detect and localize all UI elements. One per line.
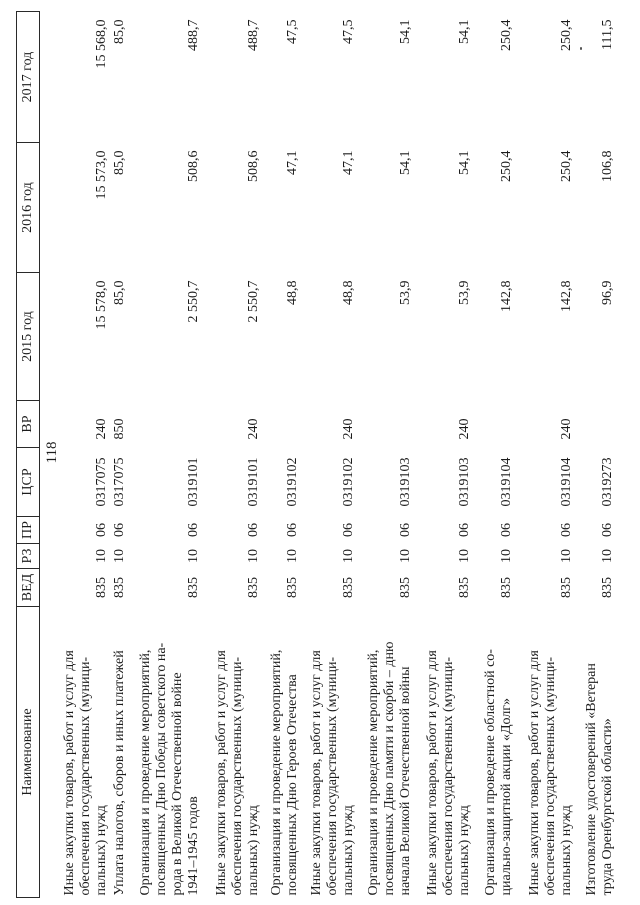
row-name-line: Иные закупки товаров, работ и услуг для <box>308 650 324 896</box>
cell-2017: 54,1 <box>397 19 413 44</box>
cell-rz: 10 <box>558 549 574 563</box>
row-name <box>128 607 202 898</box>
row-name-line: Изготовление удостоверений «Ветеран <box>583 663 599 896</box>
cell-ved: 835 <box>456 577 472 598</box>
row-name <box>515 607 575 898</box>
budget-table <box>16 11 616 898</box>
cell-pr: 06 <box>340 523 356 537</box>
column-header-ved: ВЕД <box>17 569 40 607</box>
row-name-line: Уплата налогов, сборов и иных платежей <box>111 650 127 896</box>
cell-2015: 142,8 <box>558 280 574 312</box>
cell-ved: 835 <box>111 577 127 598</box>
cell-2015: 53,9 <box>397 280 413 305</box>
row-name <box>202 607 262 898</box>
cell-2015: 48,8 <box>284 280 300 305</box>
row-name-line: обеспечения государственных (муници- <box>229 656 245 896</box>
cell-pr: 06 <box>245 523 261 537</box>
column-header-name: Наименование <box>17 607 40 898</box>
table-row <box>414 12 473 898</box>
cell-rz: 10 <box>111 549 127 563</box>
column-header-pr: ПР <box>17 517 40 544</box>
cell-ved: 835 <box>498 577 514 598</box>
table-header-row <box>17 12 40 898</box>
cell-vr: 240 <box>558 418 574 440</box>
row-name-line: Организация и проведение мероприятий, <box>137 649 153 896</box>
cell-rz: 10 <box>599 549 615 563</box>
cell-csr: 0319102 <box>284 457 300 507</box>
cell-vr <box>262 401 301 448</box>
cell-csr: 0319103 <box>456 457 472 507</box>
row-name-line: посвященных Дню Победы советского на- <box>153 642 169 896</box>
cell-ved: 835 <box>558 577 574 598</box>
row-name-line: циально-защитной акции «Долг» <box>498 697 514 896</box>
cell-vr <box>128 401 202 448</box>
cell-2015: 2 550,7 <box>245 280 261 323</box>
row-name-line: Иные закупки товаров, работ и услуг для <box>526 650 542 896</box>
table-row <box>110 12 128 898</box>
row-name-line: посвященных Дню памяти и скорби – дню <box>381 641 397 896</box>
cell-csr: 0317075 <box>93 457 109 507</box>
cell-2015: 96,9 <box>599 280 615 305</box>
cell-rz: 10 <box>185 549 201 563</box>
cell-2015: 2 550,7 <box>185 280 201 323</box>
cell-ved: 835 <box>397 577 413 598</box>
row-name <box>40 607 110 898</box>
cell-csr: 0319104 <box>498 457 514 507</box>
cell-ved: 835 <box>599 577 615 598</box>
cell-ved: 835 <box>284 577 300 598</box>
cell-vr <box>575 401 616 448</box>
cell-rz: 10 <box>340 549 356 563</box>
cell-vr: 240 <box>456 418 472 440</box>
cell-2015: 48,8 <box>340 280 356 305</box>
row-name-line: пальных) нужд <box>456 805 472 896</box>
cell-pr: 06 <box>456 523 472 537</box>
row-name-line: обеспечения государственных (муници- <box>77 656 93 896</box>
cell-2016: 106,8 <box>599 150 615 182</box>
column-header-2016: 2016 год <box>17 143 40 273</box>
cell-ved: 835 <box>93 577 109 598</box>
cell-2017: 488,7 <box>185 19 201 51</box>
cell-2015: 53,9 <box>456 280 472 305</box>
cell-rz: 10 <box>397 549 413 563</box>
cell-pr: 06 <box>93 523 109 537</box>
cell-vr: 240 <box>245 418 261 440</box>
cell-2016: 54,1 <box>397 150 413 175</box>
cell-2017: 250,4 <box>498 19 514 51</box>
page-number: 118 <box>44 441 60 464</box>
cell-csr: 0319102 <box>340 457 356 507</box>
row-name-line: начала Великой Отечественной войны <box>397 666 413 896</box>
cell-2017: 250,4 <box>558 19 574 51</box>
row-name-line: Организация и проведение мероприятий, <box>268 649 284 896</box>
cell-rz: 10 <box>245 549 261 563</box>
row-name-line: пальных) нужд <box>340 805 356 896</box>
row-name-line: пальных) нужд <box>558 805 574 896</box>
row-name <box>414 607 473 898</box>
cell-pr: 06 <box>599 523 615 537</box>
row-name-line: Организация и проведение областной со- <box>482 649 498 896</box>
cell-pr: 06 <box>498 523 514 537</box>
cell-2016: 85,0 <box>111 150 127 175</box>
row-name-line: обеспечения государственных (муници- <box>440 656 456 896</box>
row-name-line: Иные закупки товаров, работ и услуг для <box>61 650 77 896</box>
table-row <box>473 12 515 898</box>
table-row <box>575 12 616 898</box>
table-row <box>515 12 575 898</box>
column-header-csr: ЦСР <box>17 448 40 517</box>
cell-2017: 54,1 <box>456 19 472 44</box>
cell-pr: 06 <box>185 523 201 537</box>
cell-2017: 85,0 <box>111 19 127 44</box>
cell-ved: 835 <box>245 577 261 598</box>
cell-vr: 240 <box>340 418 356 440</box>
cell-pr: 06 <box>558 523 574 537</box>
row-name-line: труда Оренбургской области» <box>599 718 615 896</box>
cell-2017: 47,5 <box>284 19 300 44</box>
cell-csr: 0319101 <box>245 457 261 507</box>
column-header-2017: 2017 год <box>17 12 40 143</box>
cell-2016: 508,6 <box>185 150 201 182</box>
column-header-2015: 2015 год <box>17 273 40 401</box>
cell-vr: 240 <box>93 418 109 440</box>
cell-csr: 0317075 <box>111 457 127 507</box>
cell-2016: 250,4 <box>558 150 574 182</box>
row-name <box>110 607 128 898</box>
row-name-line: рода в Великой Отечественной войне <box>169 672 185 896</box>
cell-2016: 250,4 <box>498 150 514 182</box>
cell-csr: 0319104 <box>558 457 574 507</box>
cell-pr: 06 <box>397 523 413 537</box>
cell-rz: 10 <box>93 549 109 563</box>
cell-rz: 10 <box>284 549 300 563</box>
cell-vr <box>473 401 515 448</box>
cell-2017: 47,5 <box>340 19 356 44</box>
table-row <box>262 12 301 898</box>
cell-vr: 850 <box>111 418 127 440</box>
row-name <box>357 607 414 898</box>
cell-2015: 142,8 <box>498 280 514 312</box>
table-row <box>128 12 202 898</box>
row-name-line: Организация и проведение мероприятий, <box>365 649 381 896</box>
cell-2016: 47,1 <box>340 150 356 175</box>
cell-csr: 0319273 <box>599 457 615 507</box>
cell-2016: 508,6 <box>245 150 261 182</box>
table-row <box>357 12 414 898</box>
cell-csr: 0319103 <box>397 457 413 507</box>
table-row <box>40 12 110 898</box>
cell-2017: 15 568,0 <box>93 19 109 69</box>
cell-csr: 0319101 <box>185 457 201 507</box>
row-name-line: Иные закупки товаров, работ и услуг для <box>424 650 440 896</box>
cell-ved: 835 <box>340 577 356 598</box>
cell-2017: 488,7 <box>245 19 261 51</box>
row-name-line: 1941–1945 годов <box>185 796 201 896</box>
cell-pr: 06 <box>284 523 300 537</box>
row-name-line: пальных) нужд <box>93 805 109 896</box>
row-name-line: обеспечения государственных (муници- <box>542 656 558 896</box>
row-name <box>473 607 515 898</box>
cell-2015: 85,0 <box>111 280 127 305</box>
cell-2016: 15 573,0 <box>93 150 109 200</box>
cell-rz: 10 <box>498 549 514 563</box>
cell-2016: 47,1 <box>284 150 300 175</box>
row-name-line: пальных) нужд <box>245 805 261 896</box>
scan-speck <box>580 47 582 50</box>
cell-2017: 111,5 <box>599 19 615 50</box>
row-name-line: Иные закупки товаров, работ и услуг для <box>213 650 229 896</box>
row-name-line: посвященных Дню Героев Отечества <box>284 674 300 896</box>
column-header-rz: РЗ <box>17 544 40 569</box>
row-name-line: обеспечения государственных (муници- <box>324 656 340 896</box>
table-row <box>301 12 357 898</box>
cell-vr <box>357 401 414 448</box>
column-header-vr: ВР <box>17 401 40 448</box>
cell-2015: 15 578,0 <box>93 280 109 330</box>
cell-pr: 06 <box>111 523 127 537</box>
cell-2016: 54,1 <box>456 150 472 175</box>
cell-ved: 835 <box>185 577 201 598</box>
cell-rz: 10 <box>456 549 472 563</box>
row-name <box>301 607 357 898</box>
table-row <box>202 12 262 898</box>
row-name <box>575 607 616 898</box>
row-name <box>262 607 301 898</box>
